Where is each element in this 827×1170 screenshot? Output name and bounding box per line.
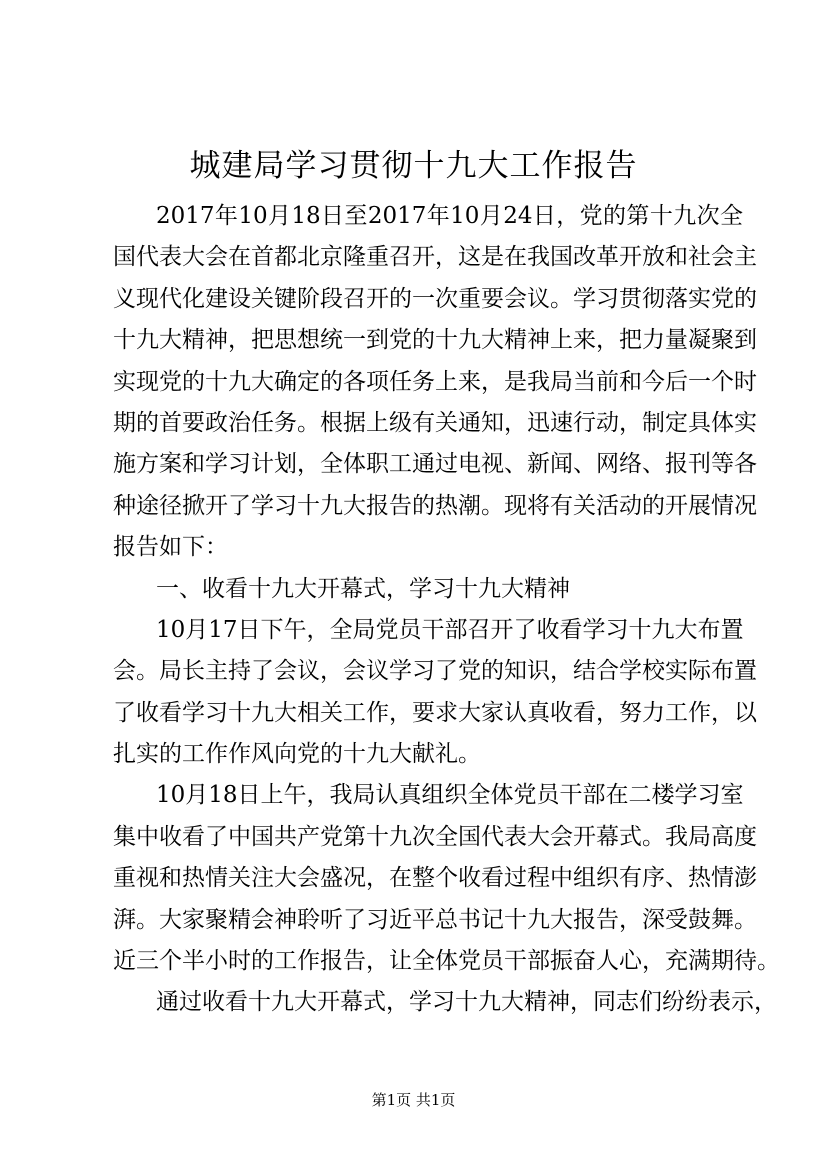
body-line: 集中收看了中国共产党第十九次全国代表大会开幕式。我局高度: [113, 823, 757, 850]
body-line: 扎实的工作作风向党的十九大献礼。: [113, 741, 481, 768]
body-line: 10月17日下午，全局党员干部召开了收看学习十九大布置: [156, 616, 744, 643]
body-line: 湃。大家聚精会神聆听了习近平总书记十九大报告，深受鼓舞。: [113, 906, 757, 933]
body-line: 实现党的十九大确定的各项任务上来，是我局当前和今后一个时: [113, 368, 757, 395]
body-line: 施方案和学习计划，全体职工通过电视、新闻、网络、报刊等各: [113, 451, 757, 478]
body-line: 义现代化建设关键阶段召开的一次重要会议。学习贯彻落实党的: [113, 285, 757, 312]
body-line: 十九大精神，把思想统一到党的十九大精神上来，把力量凝聚到: [113, 327, 757, 354]
body-line: 通过收看十九大开幕式，学习十九大精神，同志们纷纷表示，: [156, 989, 777, 1016]
body-line: 重视和热情关注大会盛况，在整个收看过程中组织有序、热情澎: [113, 865, 757, 892]
document-body: [113, 196, 780, 1024]
body-line: 国代表大会在首都北京隆重召开，这是在我国改革开放和社会主: [113, 244, 757, 271]
page-footer: 第1页 共1页: [371, 1091, 456, 1109]
document-title: 城建局学习贯彻十九大工作报告: [189, 148, 638, 184]
body-line: 近三个半小时的工作报告，让全体党员干部振奋人心，充满期待。: [113, 948, 780, 975]
body-line: 期的首要政治任务。根据上级有关通知，迅速行动，制定具体实: [113, 409, 757, 436]
body-line: 会。局长主持了会议，会议学习了党的知识，结合学校实际布置: [113, 658, 757, 685]
body-line: 2017年10月18日至2017年10月24日，党的第十九次全: [156, 203, 743, 229]
body-line: 种途径掀开了学习十九大报告的热潮。现将有关活动的开展情况: [113, 492, 757, 519]
body-line: 报告如下：: [113, 534, 228, 561]
body-line: 了收看学习十九大相关工作，要求大家认真收看，努力工作，以: [113, 699, 757, 726]
section-heading: 一、收看十九大开幕式，学习十九大精神: [156, 575, 570, 602]
body-line: 10月18日上午，我局认真组织全体党员干部在二楼学习室: [156, 782, 744, 809]
